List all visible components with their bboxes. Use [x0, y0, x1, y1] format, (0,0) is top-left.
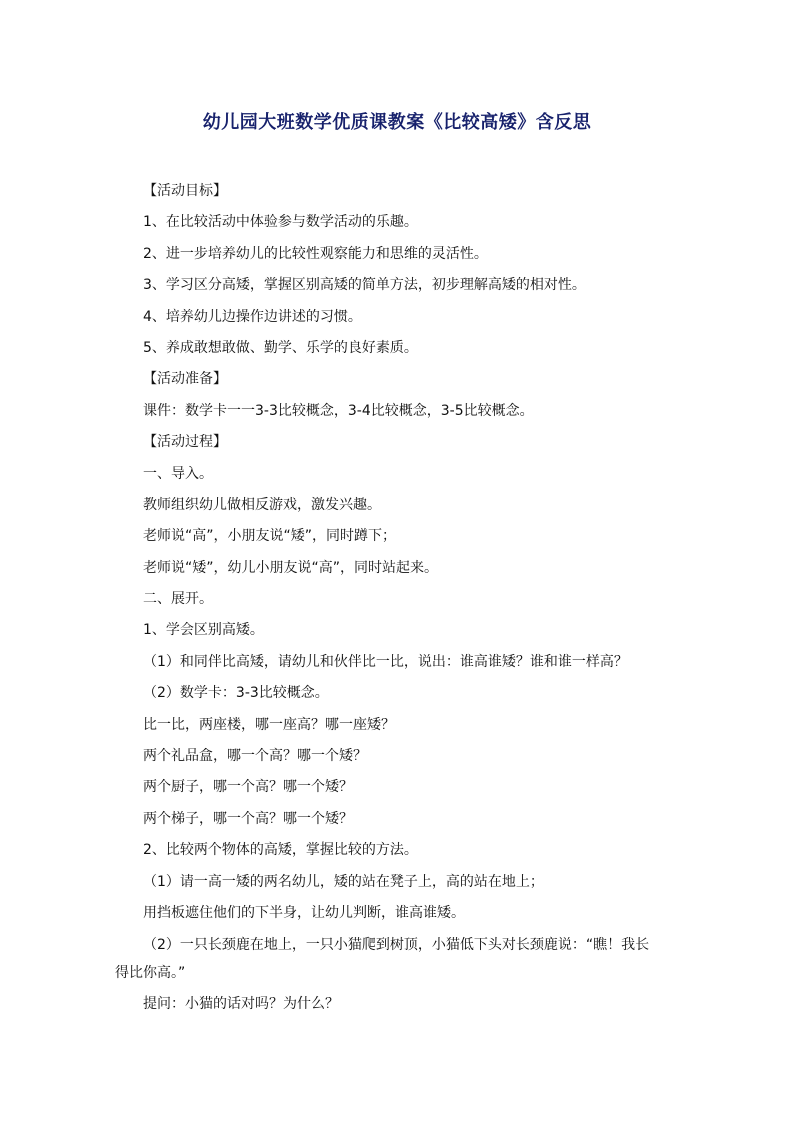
goal-item-3: 3、学习区分高矮，掌握区别高矮的简单方法，初步理解高矮的相对性。 [143, 277, 586, 294]
document-title: 幼儿园大班数学优质课教案《比较高矮》含反思 [202, 112, 592, 133]
paragraph-line: 老师说“矮”，幼儿小朋友说“高”，同时站起来。 [143, 559, 439, 576]
paragraph-line: 用挡板遮住他们的下半身，让幼儿判断，谁高谁矮。 [143, 904, 465, 921]
heading-preparation: 【活动准备】 [143, 371, 227, 388]
paragraph-line: 1、学会区别高矮。 [143, 622, 264, 639]
paragraph-line: 教师组织幼儿做相反游戏，激发兴趣。 [143, 496, 381, 513]
paragraph-line: 老师说“高”，小朋友说“矮”，同时蹲下； [143, 528, 397, 545]
paragraph-line: （1）和同伴比高矮，请幼儿和伙伴比一比，说出：谁高谁矮？谁和谁一样高？ [143, 653, 628, 670]
paragraph-line: 两个梯子，哪一个高？哪一个矮？ [143, 810, 353, 827]
paragraph-line: （2）数学卡：3-3比较概念。 [143, 685, 329, 702]
paragraph-line: 2、比较两个物体的高矮，掌握比较的方法。 [143, 842, 418, 859]
goal-item-1: 1、在比较活动中体验参与数学活动的乐趣。 [143, 214, 418, 231]
paragraph-line: （1）请一高一矮的两名幼儿，矮的站在凳子上，高的站在地上； [143, 873, 544, 890]
question-line: 提问：小猫的话对吗？为什么？ [143, 996, 339, 1013]
paragraph-line: 比一比，两座楼，哪一座高？哪一座矮？ [143, 716, 395, 733]
heading-process: 【活动过程】 [143, 434, 227, 451]
paragraph-line: 两个礼品盒，哪一个高？哪一个矮？ [143, 748, 367, 765]
goal-item-4: 4、培养幼儿边操作边讲述的习惯。 [143, 308, 362, 325]
preparation-text: 课件：数学卡一一3-3比较概念，3-4比较概念，3-5比较概念。 [143, 402, 534, 419]
heading-goals: 【活动目标】 [143, 183, 227, 199]
document-body [115, 176, 663, 1021]
paragraph-line: 两个厨子，哪一个高？哪一个矮？ [143, 779, 353, 796]
process-expand: 二、展开。 [143, 591, 213, 608]
goal-item-2: 2、进一步培养幼儿的比较性观察能力和思维的灵活性。 [143, 245, 488, 262]
goal-item-5: 5、养成敢想敢做、勤学、乐学的良好素质。 [143, 339, 418, 356]
process-intro: 一、导入。 [143, 465, 213, 482]
paragraph-wrapped: （2）一只长颈鹿在地上，一只小猫爬到树顶，小猫低下头对长颈鹿说：“瞧！我长得比你高。” [115, 937, 650, 982]
